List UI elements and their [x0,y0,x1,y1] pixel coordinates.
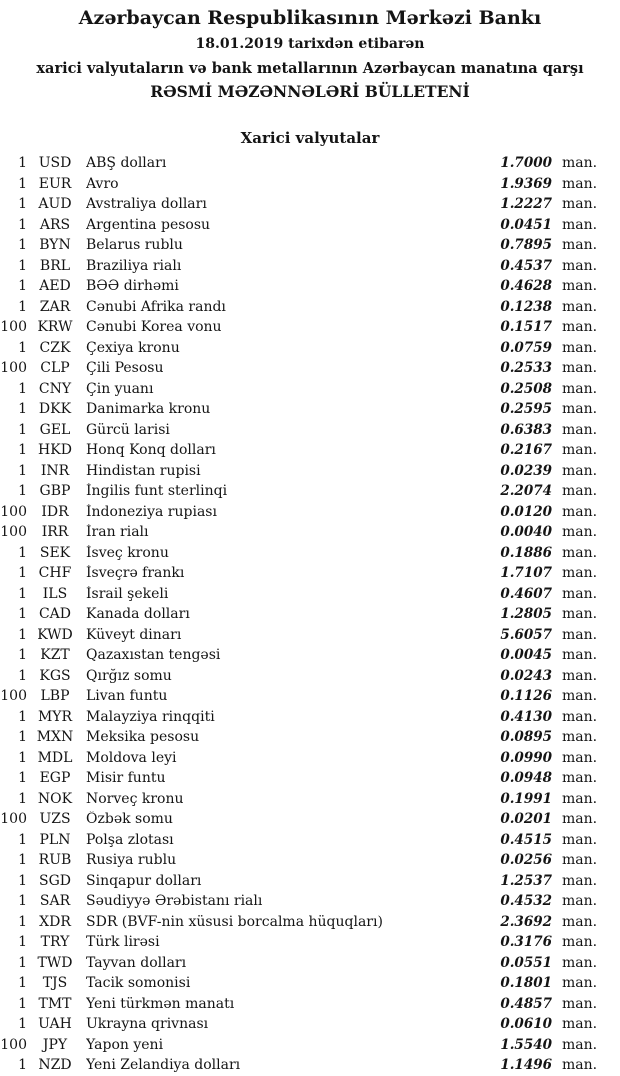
unit-label: man. [562,995,598,1012]
rate-value: 0.1991 [500,790,552,807]
rate-value: 0.1517 [500,319,552,336]
currency-name: İngilis funt sterlinqi [86,483,228,500]
unit-label: man. [562,954,598,971]
table-row [0,912,620,933]
quantity-value: 1 [18,1016,27,1033]
quantity-value: 100 [0,811,27,828]
rate-value: 0.4532 [500,893,552,910]
currency-name: Cənubi Korea vonu [86,319,222,336]
currency-code: BYN [39,237,71,254]
rate-value: 0.6383 [500,421,552,438]
unit-label: man. [562,565,598,582]
quantity-value: 1 [18,852,27,869]
currency-code: KGS [39,667,71,684]
currency-code: EUR [38,175,72,192]
unit-label: man. [562,1036,598,1053]
currency-name: İsveçrə frankı [86,565,185,582]
currency-name: Argentina pesosu [86,216,211,233]
currency-name: Yeni Zelandiya dolları [86,1057,241,1074]
quantity-value: 1 [18,749,27,766]
quantity-value: 1 [18,729,27,746]
unit-label: man. [562,175,598,192]
quantity-value: 1 [18,934,27,951]
table-row [0,502,620,523]
currency-name: Türk lirəsi [86,934,160,951]
currency-name: Cənubi Afrika randı [86,298,226,315]
table-row [0,276,620,297]
currency-name: Misir funtu [86,770,166,787]
quantity-value: 100 [0,1036,27,1053]
rate-value: 0.1126 [500,688,552,705]
currency-name: Çin yuanı [86,380,154,397]
quantity-value: 1 [18,893,27,910]
currency-name: Rusiya rublu [86,852,177,869]
bulletin-header [0,0,620,100]
unit-label: man. [562,319,598,336]
table-row [0,461,620,482]
currency-code: MYR [37,708,73,725]
unit-label: man. [562,298,598,315]
rate-value: 2.3692 [500,913,552,930]
quantity-value: 100 [0,503,27,520]
rate-value: 0.0256 [500,852,552,869]
currency-name: Belarus rublu [86,237,183,254]
currency-name: Çexiya kronu [86,339,180,356]
rate-value: 0.4607 [500,585,552,602]
currency-code: JPY [42,1036,68,1053]
quantity-value: 1 [18,1057,27,1074]
table-row [0,686,620,707]
currency-name: İran rialı [86,524,149,541]
effective-date-line: 18.01.2019 tarixdən etibarən [195,36,425,52]
rate-value: 0.2533 [500,360,552,377]
unit-label: man. [562,872,598,889]
quantity-value: 1 [18,237,27,254]
unit-label: man. [562,278,598,295]
currency-name: Qazaxıstan tengəsi [86,647,221,664]
table-row [0,358,620,379]
rate-value: 0.2595 [500,401,552,418]
currency-code: UAH [38,1016,72,1033]
table-row [0,830,620,851]
currency-name: Tacik somonisi [86,975,191,992]
rate-value: 1.7107 [500,565,552,582]
rate-value: 0.4857 [500,995,552,1012]
currency-name: Norveç kronu [86,790,184,807]
quantity-value: 1 [18,380,27,397]
rate-value: 0.2167 [500,442,552,459]
unit-label: man. [562,257,598,274]
currency-code: TRY [40,934,70,951]
unit-label: man. [562,790,598,807]
table-row [0,871,620,892]
quantity-value: 1 [18,647,27,664]
currency-code: PLN [39,831,71,848]
quantity-value: 1 [18,483,27,500]
rate-value: 0.0243 [500,667,552,684]
rate-value: 0.0948 [500,770,552,787]
currency-code: TWD [37,954,73,971]
rate-value: 0.4537 [500,257,552,274]
unit-label: man. [562,831,598,848]
unit-label: man. [562,524,598,541]
currency-name: İsveç kronu [86,544,169,561]
currency-code: CAD [38,606,72,623]
currency-code: UZS [39,811,71,828]
quantity-value: 1 [18,770,27,787]
currency-name: Avro [86,175,119,192]
currency-name: Gürcü larisi [86,421,170,438]
currency-code: ZAR [39,298,71,315]
table-row [0,1035,620,1056]
rate-value: 1.2537 [500,872,552,889]
table-row [0,235,620,256]
currency-code: IDR [41,503,69,520]
rate-value: 0.3176 [500,934,552,951]
currency-name: Moldova leyi [86,749,177,766]
quantity-value: 100 [0,524,27,541]
table-row [0,666,620,687]
unit-label: man. [562,360,598,377]
currency-code: LBP [40,688,70,705]
unit-label: man. [562,770,598,787]
currency-code: IRR [41,524,69,541]
currency-name: Livan funtu [86,688,168,705]
currency-code: ILS [42,585,68,602]
currency-code: TJS [42,975,68,992]
table-row [0,768,620,789]
unit-label: man. [562,913,598,930]
currency-name: Ukrayna qrivnası [86,1016,209,1033]
unit-label: man. [562,975,598,992]
rate-value: 0.4130 [500,708,552,725]
unit-label: man. [562,1016,598,1033]
currency-rates-table [0,153,620,1076]
quantity-value: 1 [18,872,27,889]
currency-name: Özbək somu [86,811,173,828]
quantity-value: 1 [18,913,27,930]
unit-label: man. [562,1057,598,1074]
currency-name: İndoneziya rupiası [86,503,217,520]
unit-label: man. [562,606,598,623]
currency-code: KZT [40,647,70,664]
rate-value: 0.0895 [500,729,552,746]
currency-code: CZK [39,339,71,356]
table-row [0,522,620,543]
quantity-value: 100 [0,688,27,705]
quantity-value: 1 [18,462,27,479]
unit-label: man. [562,483,598,500]
unit-label: man. [562,852,598,869]
quantity-value: 100 [0,360,27,377]
table-row [0,604,620,625]
currency-code: GEL [39,421,71,438]
table-row [0,420,620,441]
rate-value: 1.2805 [500,606,552,623]
unit-label: man. [562,421,598,438]
currency-name: Honq Konq dolları [86,442,216,459]
table-row [0,194,620,215]
quantity-value: 1 [18,278,27,295]
unit-label: man. [562,647,598,664]
currency-name: Hindistan rupisi [86,462,201,479]
currency-name: SDR (BVF-nin xüsusi borcalma hüquqları) [86,913,383,930]
currency-code: INR [40,462,70,479]
quantity-value: 1 [18,831,27,848]
rate-value: 0.7895 [500,237,552,254]
currency-code: SAR [39,893,71,910]
quantity-value: 1 [18,585,27,602]
rate-value: 0.0759 [500,339,552,356]
rate-value: 0.0990 [500,749,552,766]
quantity-value: 1 [18,995,27,1012]
currency-code: CLP [40,360,70,377]
table-row [0,153,620,174]
currency-code: NOK [37,790,73,807]
unit-label: man. [562,401,598,418]
currency-code: GBP [39,483,71,500]
table-row [0,481,620,502]
rate-value: 1.9369 [500,175,552,192]
rate-value: 1.7000 [500,155,552,172]
table-row [0,297,620,318]
currency-code: TMT [38,995,72,1012]
currency-code: ARS [39,216,71,233]
quantity-value: 1 [18,421,27,438]
unit-label: man. [562,708,598,725]
bulletin-title: RƏSMİ MƏZƏNNƏLƏRİ BÜLLETENİ [150,82,470,101]
unit-label: man. [562,237,598,254]
currency-code: SEK [39,544,71,561]
quantity-value: 1 [18,606,27,623]
table-row [0,317,620,338]
quantity-value: 1 [18,216,27,233]
unit-label: man. [562,216,598,233]
quantity-value: 1 [18,790,27,807]
rate-value: 0.1801 [500,975,552,992]
bulletin-subtitle: xarici valyutaların və bank metallarının Azərbaycan manatına qarşı [36,60,584,77]
rate-value: 0.4515 [500,831,552,848]
unit-label: man. [562,749,598,766]
currency-code: EGP [39,770,71,787]
quantity-value: 1 [18,196,27,213]
quantity-value: 1 [18,565,27,582]
quantity-value: 1 [18,155,27,172]
unit-label: man. [562,585,598,602]
unit-label: man. [562,155,598,172]
table-row [0,625,620,646]
rate-value: 1.2227 [500,196,552,213]
rate-value: 0.4628 [500,278,552,295]
table-row [0,584,620,605]
quantity-value: 1 [18,544,27,561]
quantity-value: 1 [18,975,27,992]
table-row [0,994,620,1015]
quantity-value: 1 [18,442,27,459]
quantity-value: 1 [18,401,27,418]
unit-label: man. [562,196,598,213]
table-row [0,1014,620,1035]
unit-label: man. [562,934,598,951]
rate-value: 1.5540 [500,1036,552,1053]
unit-label: man. [562,380,598,397]
rate-value: 0.0239 [500,462,552,479]
currency-code: MXN [36,729,74,746]
rate-value: 0.1238 [500,298,552,315]
rate-value: 0.1886 [500,544,552,561]
currency-name: Tayvan dolları [86,954,187,971]
table-row [0,973,620,994]
unit-label: man. [562,667,598,684]
rate-value: 0.0610 [500,1016,552,1033]
table-row [0,338,620,359]
currency-code: AED [39,278,71,295]
unit-label: man. [562,893,598,910]
currency-code: KRW [37,319,73,336]
quantity-value: 100 [0,319,27,336]
currency-name: Avstraliya dolları [86,196,207,213]
table-row [0,727,620,748]
currency-name: Malayziya rinqqiti [86,708,215,725]
currency-code: CHF [38,565,72,582]
table-row [0,256,620,277]
unit-label: man. [562,462,598,479]
rate-value: 0.0040 [500,524,552,541]
rate-value: 0.0120 [500,503,552,520]
quantity-value: 1 [18,954,27,971]
table-row [0,789,620,810]
currency-code: SGD [39,872,71,889]
section-title-foreign-currencies: Xarici valyutalar [240,129,380,147]
table-row [0,543,620,564]
table-row [0,399,620,420]
table-row [0,645,620,666]
currency-name: Qırğız somu [86,667,172,684]
currency-code: XDR [39,913,71,930]
currency-name: Meksika pesosu [86,729,200,746]
currency-name: Yapon yeni [86,1036,164,1053]
rate-value: 0.0045 [500,647,552,664]
table-row [0,748,620,769]
currency-code: DKK [38,401,72,418]
currency-name: Çili Pesosu [86,360,164,377]
table-row [0,707,620,728]
currency-code: RUB [38,852,72,869]
table-row [0,953,620,974]
quantity-value: 1 [18,626,27,643]
quantity-value: 1 [18,339,27,356]
table-row [0,379,620,400]
currency-name: ABŞ dolları [86,155,167,172]
quantity-value: 1 [18,708,27,725]
rate-value: 1.1496 [500,1057,552,1074]
rate-value: 2.2074 [500,483,552,500]
table-row [0,440,620,461]
currency-code: AUD [38,196,72,213]
quantity-value: 1 [18,175,27,192]
unit-label: man. [562,503,598,520]
table-row [0,563,620,584]
rate-value: 0.0551 [500,954,552,971]
unit-label: man. [562,811,598,828]
rate-value: 0.2508 [500,380,552,397]
rate-value: 0.0451 [500,216,552,233]
rate-value: 0.0201 [500,811,552,828]
quantity-value: 1 [18,298,27,315]
table-row [0,850,620,871]
rate-value: 5.6057 [500,626,552,643]
currency-name: Yeni türkmən manatı [86,995,235,1012]
unit-label: man. [562,729,598,746]
unit-label: man. [562,688,598,705]
table-row [0,891,620,912]
table-row [0,809,620,830]
unit-label: man. [562,442,598,459]
unit-label: man. [562,626,598,643]
currency-name: Danimarka kronu [86,401,211,418]
currency-code: BRL [39,257,71,274]
currency-name: Braziliya rialı [86,257,182,274]
currency-name: Polşa zlotası [86,831,174,848]
currency-code: MDL [37,749,73,766]
bank-name-title: Azərbaycan Respublikasının Mərkəzi Bankı [78,7,542,29]
currency-code: HKD [38,442,72,459]
currency-code: NZD [38,1057,72,1074]
table-row [0,215,620,236]
quantity-value: 1 [18,667,27,684]
currency-name: Sinqapur dolları [86,872,202,889]
table-row [0,1055,620,1076]
currency-name: Küveyt dinarı [86,626,182,643]
currency-name: Səudiyyə Ərəbistanı rialı [86,893,263,910]
unit-label: man. [562,544,598,561]
quantity-value: 1 [18,257,27,274]
currency-name: İsrail şekeli [86,585,169,602]
currency-name: Kanada dolları [86,606,190,623]
currency-code: USD [38,155,72,172]
table-row [0,174,620,195]
unit-label: man. [562,339,598,356]
table-row [0,932,620,953]
currency-code: CNY [38,380,72,397]
currency-name: BƏƏ dirhəmi [86,278,179,295]
currency-code: KWD [37,626,73,643]
